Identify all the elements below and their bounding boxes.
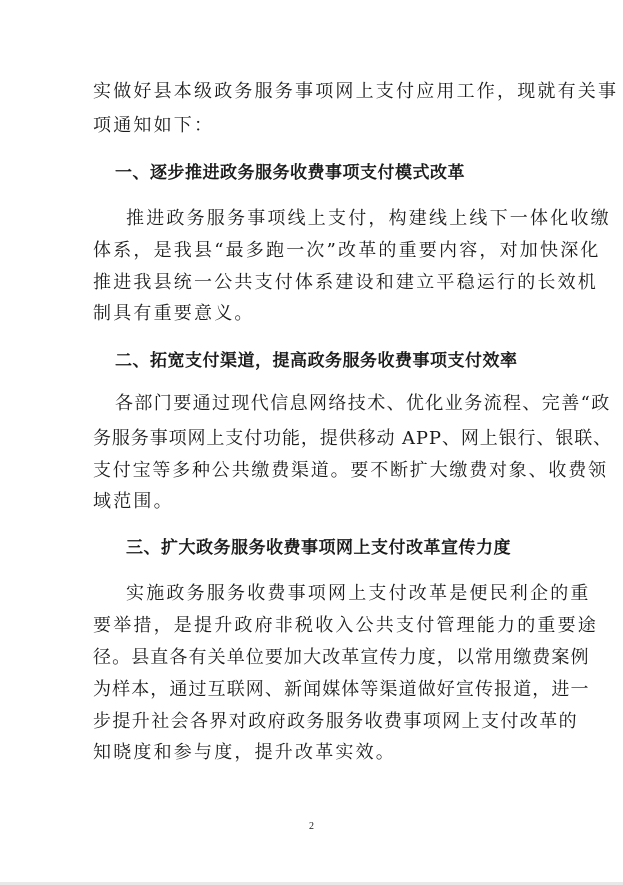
paragraph-line: 知晓度和参与度，提升改革实效。 [93,742,396,763]
paragraph-line: 要举措，是提升政府非税收入公共支付管理能力的重要途 [93,615,598,636]
intro-line: 实做好县本级政务服务事项网上支付应用工作，现就有关事 [93,81,619,102]
paragraph-line: 各部门要通过现代信息网络技术、优化业务流程、完善“政 [115,393,611,414]
paragraph-line: 推进政务服务事项线上支付，构建线上线下一体化收缴 [126,208,611,229]
paragraph-line: 为样本，通过互联网、新闻媒体等渠道做好宣传报道，进一 [93,679,590,700]
section-heading-1: 一、逐步推进政务服务收费事项支付模式改革 [115,163,465,183]
paragraph-line: 实施政务服务收费事项网上支付改革是便民利企的重 [126,583,591,604]
paragraph-line: 支付宝等多种公共缴费渠道。要不断扩大缴费对象、收费领 [93,460,608,481]
paragraph-line: 制具有重要意义。 [93,303,255,324]
intro-line: 项通知如下： [93,115,215,136]
paragraph-line: 体系，是我县“最多跑一次”改革的重要内容，对加快深化 [93,240,601,261]
section-heading-2: 二、拓宽支付渠道，提高政务服务收费事项支付效率 [115,351,518,371]
paragraph-line: 务服务事项网上支付功能，提供移动 APP、网上银行、银联、 [93,428,613,449]
paragraph-line: 域范围。 [93,491,174,512]
paragraph-line: 推进我县统一公共支付体系建设和建立平稳运行的长效机 [93,272,598,293]
section-heading-3: 三、扩大政务服务收费事项网上支付改革宣传力度 [126,538,511,558]
paragraph-line: 径。县直各有关单位要加大改革宣传力度，以常用缴费案例 [93,647,590,668]
paragraph-line: 步提升社会各界对政府政务服务收费事项网上支付改革的 [93,711,578,732]
page-number: 2 [309,821,314,832]
